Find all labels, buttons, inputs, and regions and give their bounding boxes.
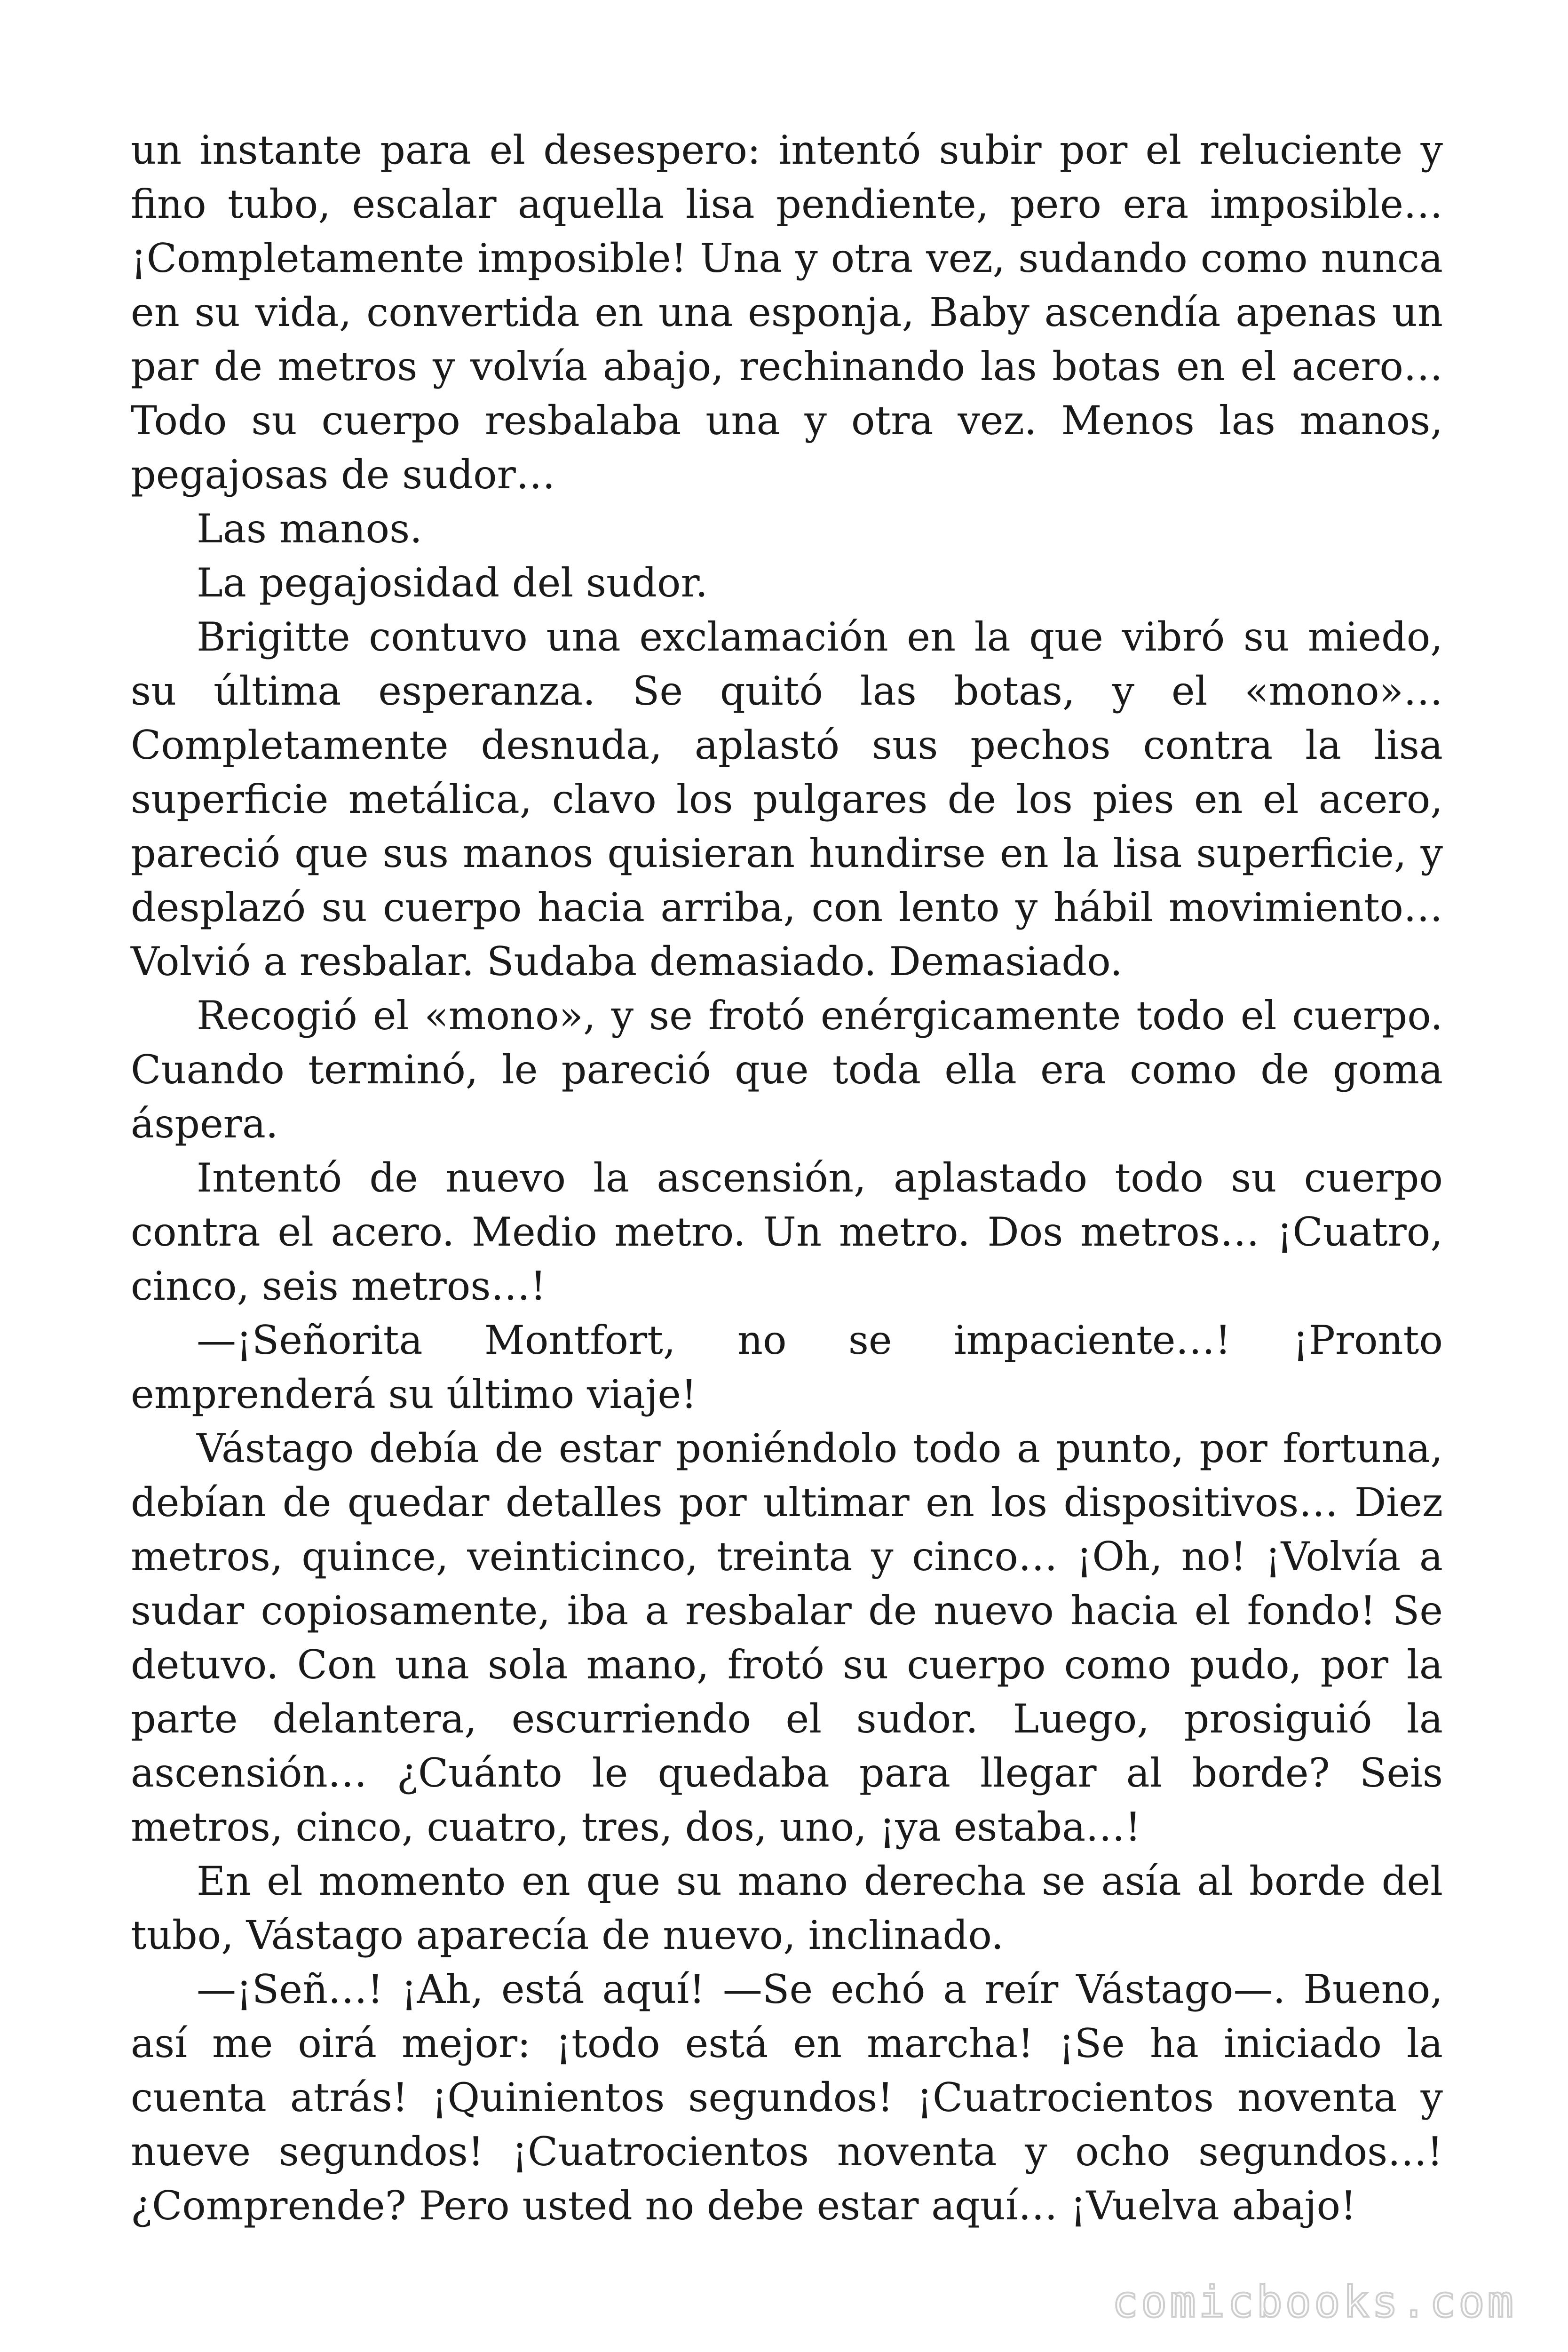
paragraph-8: Vástago debía de estar poniéndolo todo a punto, por fortuna, debían de quedar detalles por ultimar en los dispositivos… Diez metros, quince, veinticinco, treinta y cinco… ¡Oh, no! ¡Volvía a sudar copiosamente, iba a resbalar de nuevo hacia el fondo! Se detuvo. Con una sola mano, frotó su cuerpo como pudo, por la parte delantera, escurriendo el sudor. Luego, prosiguió la ascensión… ¿Cuánto le quedaba para llegar al borde? Seis metros, cinco, cuatro, tres, dos, uno, ¡ya estaba…!	[131, 1425, 1443, 1850]
paragraph-10: —¡Señ…! ¡Ah, está aquí! —Se echó a reír Vástago—. Bueno, así me oirá mejor: ¡todo está en marcha! ¡Se ha iniciado la cuenta atrás! ¡Quinientos segundos! ¡Cuatrocientos noventa y nueve segundos! ¡Cuatrocientos noventa y ocho segundos…! ¿Comprende? Pero usted no debe estar aquí… ¡Vuelva abajo!	[131, 1966, 1443, 2229]
paragraph-5: Recogió el «mono», y se frotó enérgicamente todo el cuerpo. Cuando terminó, le pareció que toda ella era como de goma áspera.	[131, 993, 1443, 1147]
paragraph-3: La pegajosidad del sudor.	[197, 560, 708, 606]
paragraph-2: Las manos.	[197, 506, 422, 552]
paragraph-9: En el momento en que su mano derecha se asía al borde del tubo, Vástago aparecía de nuevo, inclinado.	[131, 1858, 1443, 1958]
body-text	[131, 123, 1443, 2233]
watermark: comicbooks.com	[1112, 2277, 1516, 2327]
paragraph-7: —¡Señorita Montfort, no se impaciente…! ¡Pronto emprenderá su último viaje!	[131, 1317, 1443, 1417]
paragraph-6: Intentó de nuevo la ascensión, aplastado todo su cuerpo contra el acero. Medio metro. Un metro. Dos metros… ¡Cuatro, cinco, seis metros…!	[131, 1155, 1443, 1309]
paragraph-4: Brigitte contuvo una exclamación en la que vibró su miedo, su última esperanza. Se quitó las botas, y el «mono»… Completamente desnuda, aplastó sus pechos contra la lisa superficie metálica, clavo los pulgares de los pies en el acero, pareció que sus manos quisieran hundirse en la lisa superficie, y desplazó su cuerpo hacia arriba, con lento y hábil movimiento… Volvió a resbalar. Sudaba demasiado. Demasiado.	[131, 614, 1443, 985]
paragraph-1: un instante para el desespero: intentó subir por el reluciente y fino tubo, escalar aquella lisa pendiente, pero era imposible… ¡Completamente imposible! Una y otra vez, sudando como nunca en su vida, convertida en una esponja, Baby ascendía apenas un par de metros y volvía abajo, rechinando las botas en el acero… Todo su cuerpo resbalaba una y otra vez. Menos las manos, pegajosas de sudor…	[131, 127, 1443, 498]
